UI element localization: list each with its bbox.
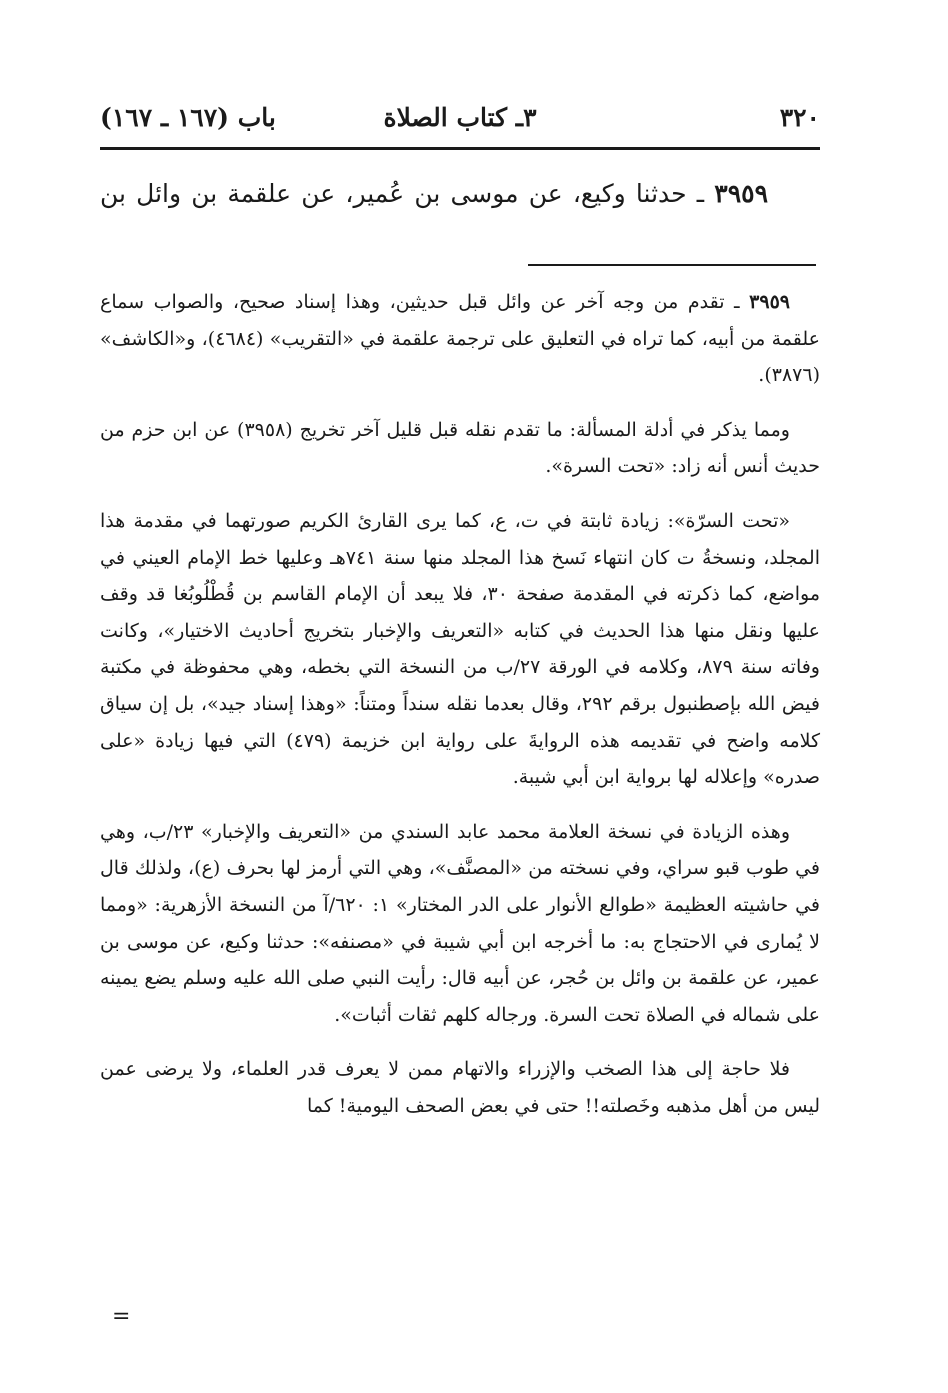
footnotes [100, 284, 820, 1142]
footnote-paragraph [100, 284, 820, 394]
page-header [100, 96, 820, 140]
hadith-number: ٣٩٥٩ [714, 179, 768, 208]
header-rule [100, 147, 820, 150]
footnote-paragraph: وهذه الزيادة في نسخة العلامة محمد عابد السندي من «التعريف والإخبار» ٢٣/ب، وهي في طوب قبو سراي، وفي نسخته من «المصنَّف»، وهي التي أرمز لها بحرف (ع)، ولذلك قال في حاشيته العظيمة «طوالع الأنوار على الدر المختار» ١: ٦٢٠/آ من النسخة الأزهرية: «ومما لا يُمارى في الاحتجاج به: ما أخرجه ابن أبي شيبة في «مصنفه»: حدثنا وكيع، عن موسى بن عمير، عن علقمة بن وائل بن حُجر، عن أبيه قال: رأيت النبي صلى الله عليه وسلم يضع يمينه على شماله في الصلاة تحت السرة. ورجاله كلهم ثقات أثبات». [100, 820, 820, 1026]
footnote-separator [528, 264, 816, 266]
book-title: ٣ـ كتاب الصلاة [383, 103, 537, 132]
footnote-paragraph: فلا حاجة إلى هذا الصخب والإزراء والاتهام ممن لا يعرف قدر العلماء، ولا يرضى عمن ليس من أهل مذهبه وخَصلته!! حتى في بعض الصحف اليومية! كما [100, 1058, 820, 1117]
page-number: ٣٢٠ [779, 103, 820, 132]
footnote-paragraph: ومما يذكر في أدلة المسألة: ما تقدم نقله قبل قليل آخر تخريج (٣٩٥٨) عن ابن حزم من حديث أنس أنه زاد: «تحت السرة». [100, 418, 820, 478]
continuation-mark: = [112, 1304, 131, 1329]
hadith-body: ـ حدثنا وكيع، عن موسى بن عُمير، عن علقمة بن وائل بن [100, 179, 705, 208]
footnote-number: ٣٩٥٩ [749, 291, 790, 313]
footnote-text: ـ تقدم من وجه آخر عن وائل قبل حديثين، وهذا إسناد صحيح، والصواب سماع علقمة من أبيه، كما تراه في التعليق على ترجمة علقمة في «التقريب» (٤٦٨٤)، و«الكاشف» (٣٨٧٦). [100, 291, 820, 387]
chapter-title: باب (١٦٧ ـ ١٦٧) [100, 103, 276, 132]
footnote-paragraph: «تحت السرّة»: زيادة ثابتة في ت، ع، كما يرى القارئ الكريم صورتهما في مقدمة هذا المجلد، ونسخةُ ت كان انتهاء نَسخ هذا المجلد منها سنة ٧٤١هـ وعليها خط الإمام العيني في مواضع، كما ذكرته في المقدمة صفحة ٣٠، فلا يبعد أن الإمام القاسم بن قُطْلُوبُغا قد وقف عليها ونقل منها هذا الحديث في كتابه «التعريف والإخبار بتخريج أحاديث الاختيار»، وكانت وفاته سنة ٨٧٩، وكلامه في الورقة ٢٧/ب من النسخة التي بخطه، وهي محفوظة في مكتبة فيض الله بإصطنبول برقم ٢٩٢، وقال بعدما نقله سنداً ومتناً: «وهذا إسناد جيد»، بل إن سياق كلامه واضح في تقديمه هذه الروايةَ على رواية ابن خزيمة (٤٧٩) التي فيها زيادة «على صدره» وإعلاله لها برواية ابن أبي شيبة. [100, 509, 821, 789]
hadith-text [100, 172, 768, 216]
